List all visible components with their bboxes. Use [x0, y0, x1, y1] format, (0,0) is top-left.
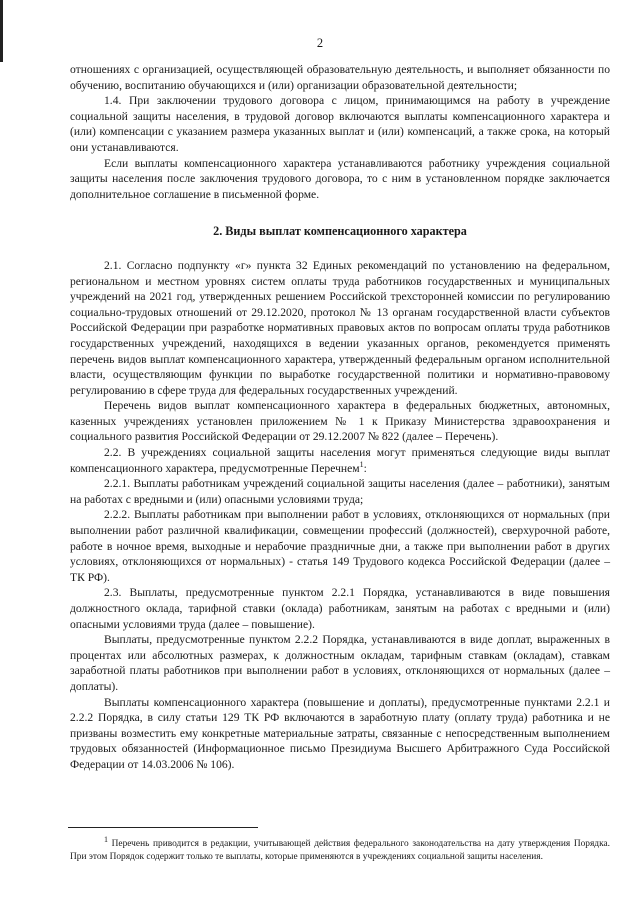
footnote-reference[interactable]: 1 — [359, 459, 364, 469]
document-body — [70, 62, 610, 773]
paragraph: Выплаты, предусмотренные пунктом 2.2.2 Порядка, устанавливаются в виде доплат, выраженных в процентах или абсолютных размерах, к должностным окладам, тарифным ставкам (окладам), ставкам заработной платы работников при выполнении работ в условиях, отклоняющихся от нормальных (далее – доплаты). — [70, 633, 610, 693]
paragraph: Выплаты компенсационного характера (повышение и доплаты), предусмотренные пунктами 2.2.1 и 2.2.2 Порядка, в силу статьи 129 ТК РФ включаются в заработную плату (оплату труда) работника и не призваны возместить ему конкретные материальные затраты, связанные с непосредственным выполнением трудовых обязанностей (Информационное письмо Президиума Высшего Арбитражного Суда Российской Федерации от 14.03.2006 № 106). — [70, 695, 610, 771]
paragraph — [70, 445, 610, 476]
paragraph: 2.2.1. Выплаты работникам учреждений социальной защиты населения (далее – работники), занятым на работах с вредными и (или) опасными условиями труда; — [70, 477, 610, 506]
paragraph-text: 2.2. В учреждениях социальной защиты населения могут применяться следующие виды выплат компенсационного характера, предусмотренные Перечнем — [70, 446, 610, 475]
footnote-text: Перечень приводится в редакции, учитывающей действия федерального законодательства на дату утверждения Порядка. При этом Порядок содержит только те выплаты, которые применяются в учреждениях социальной защиты населения. — [70, 839, 610, 862]
footnote-divider — [68, 827, 258, 828]
paragraph: отношениях с организацией, осуществляющей образовательную деятельность, и выполняет обязанности по обучению, воспитанию обучающихся и (или) организации образовательной деятельности; — [70, 63, 610, 92]
scan-edge-mark — [0, 0, 3, 62]
paragraph: 2.3. Выплаты, предусмотренные пунктом 2.2.1 Порядка, устанавливаются в виде повышения должностного оклада, тарифной ставки (оклада) работникам, занятым на работах с вредными и (или) опасными условиями труда (далее – повышение). — [70, 586, 610, 631]
footnote — [70, 834, 610, 864]
paragraph: 2.2.2. Выплаты работникам при выполнении работ в условиях, отклоняющихся от нормальных (при выполнении работ различной квалификации, совмещении профессий (должностей), сверхурочной работе, работе в ночное время, выходные и нерабочие праздничные дни, а также при выполнении работ в других условиях, отклоняющихся от нормальных) - статья 149 Трудового кодекса Российской Федерации (далее – ТК РФ). — [70, 508, 610, 584]
paragraph: 2.1. Согласно подпункту «г» пункта 32 Единых рекомендаций по установлению на федеральном, региональном и местном уровнях систем оплаты труда работников государственных и муниципальных учреждений на 2021 год, утвержденных решением Российской трехсторонней комиссии по регулированию социально-трудовых отношений от 29.12.2020, протокол № 13 органам государственной власти субъектов Российской Федерации при разработке нормативных правовых актов по вопросам оплаты труда работников государственных учреждений, находящихся в ведении указанных органов, рекомендуется применять перечень видов выплат компенсационного характера, утвержденный федеральным органом исполнительной власти, осуществляющим функции по выработке государственной политики и нормативно-правовому регулированию в сфере труда для федеральных государственных учреждений. — [70, 258, 610, 397]
paragraph: Перечень видов выплат компенсационного характера в федеральных бюджетных, автономных, казенных учреждениях установлен приложением № 1 к Приказу Министерства здравоохранения и социального развития Российской Федерации от 29.12.2007 № 822 (далее – Перечень). — [70, 399, 610, 444]
paragraph-text-end: : — [363, 461, 367, 475]
page-number: 2 — [316, 36, 324, 50]
paragraph: Если выплаты компенсационного характера устанавливаются работнику учреждения социальной защиты населения после заключения трудового договора, то с ним в установленном порядке заключается дополнительное соглашение в письменной форме. — [70, 156, 610, 201]
paragraph: 1.4. При заключении трудового договора с лицом, принимающимся на работу в учреждение социальной защиты населения, в трудовой договор включаются выплаты компенсационного характера и (или) компенсации с указанием размера указанных выплат и (или) компенсаций, а также срока, на который они устанавливаются. — [70, 94, 610, 154]
section-title: 2. Виды выплат компенсационного характера — [213, 224, 467, 239]
footnote-mark: 1 — [104, 834, 108, 844]
